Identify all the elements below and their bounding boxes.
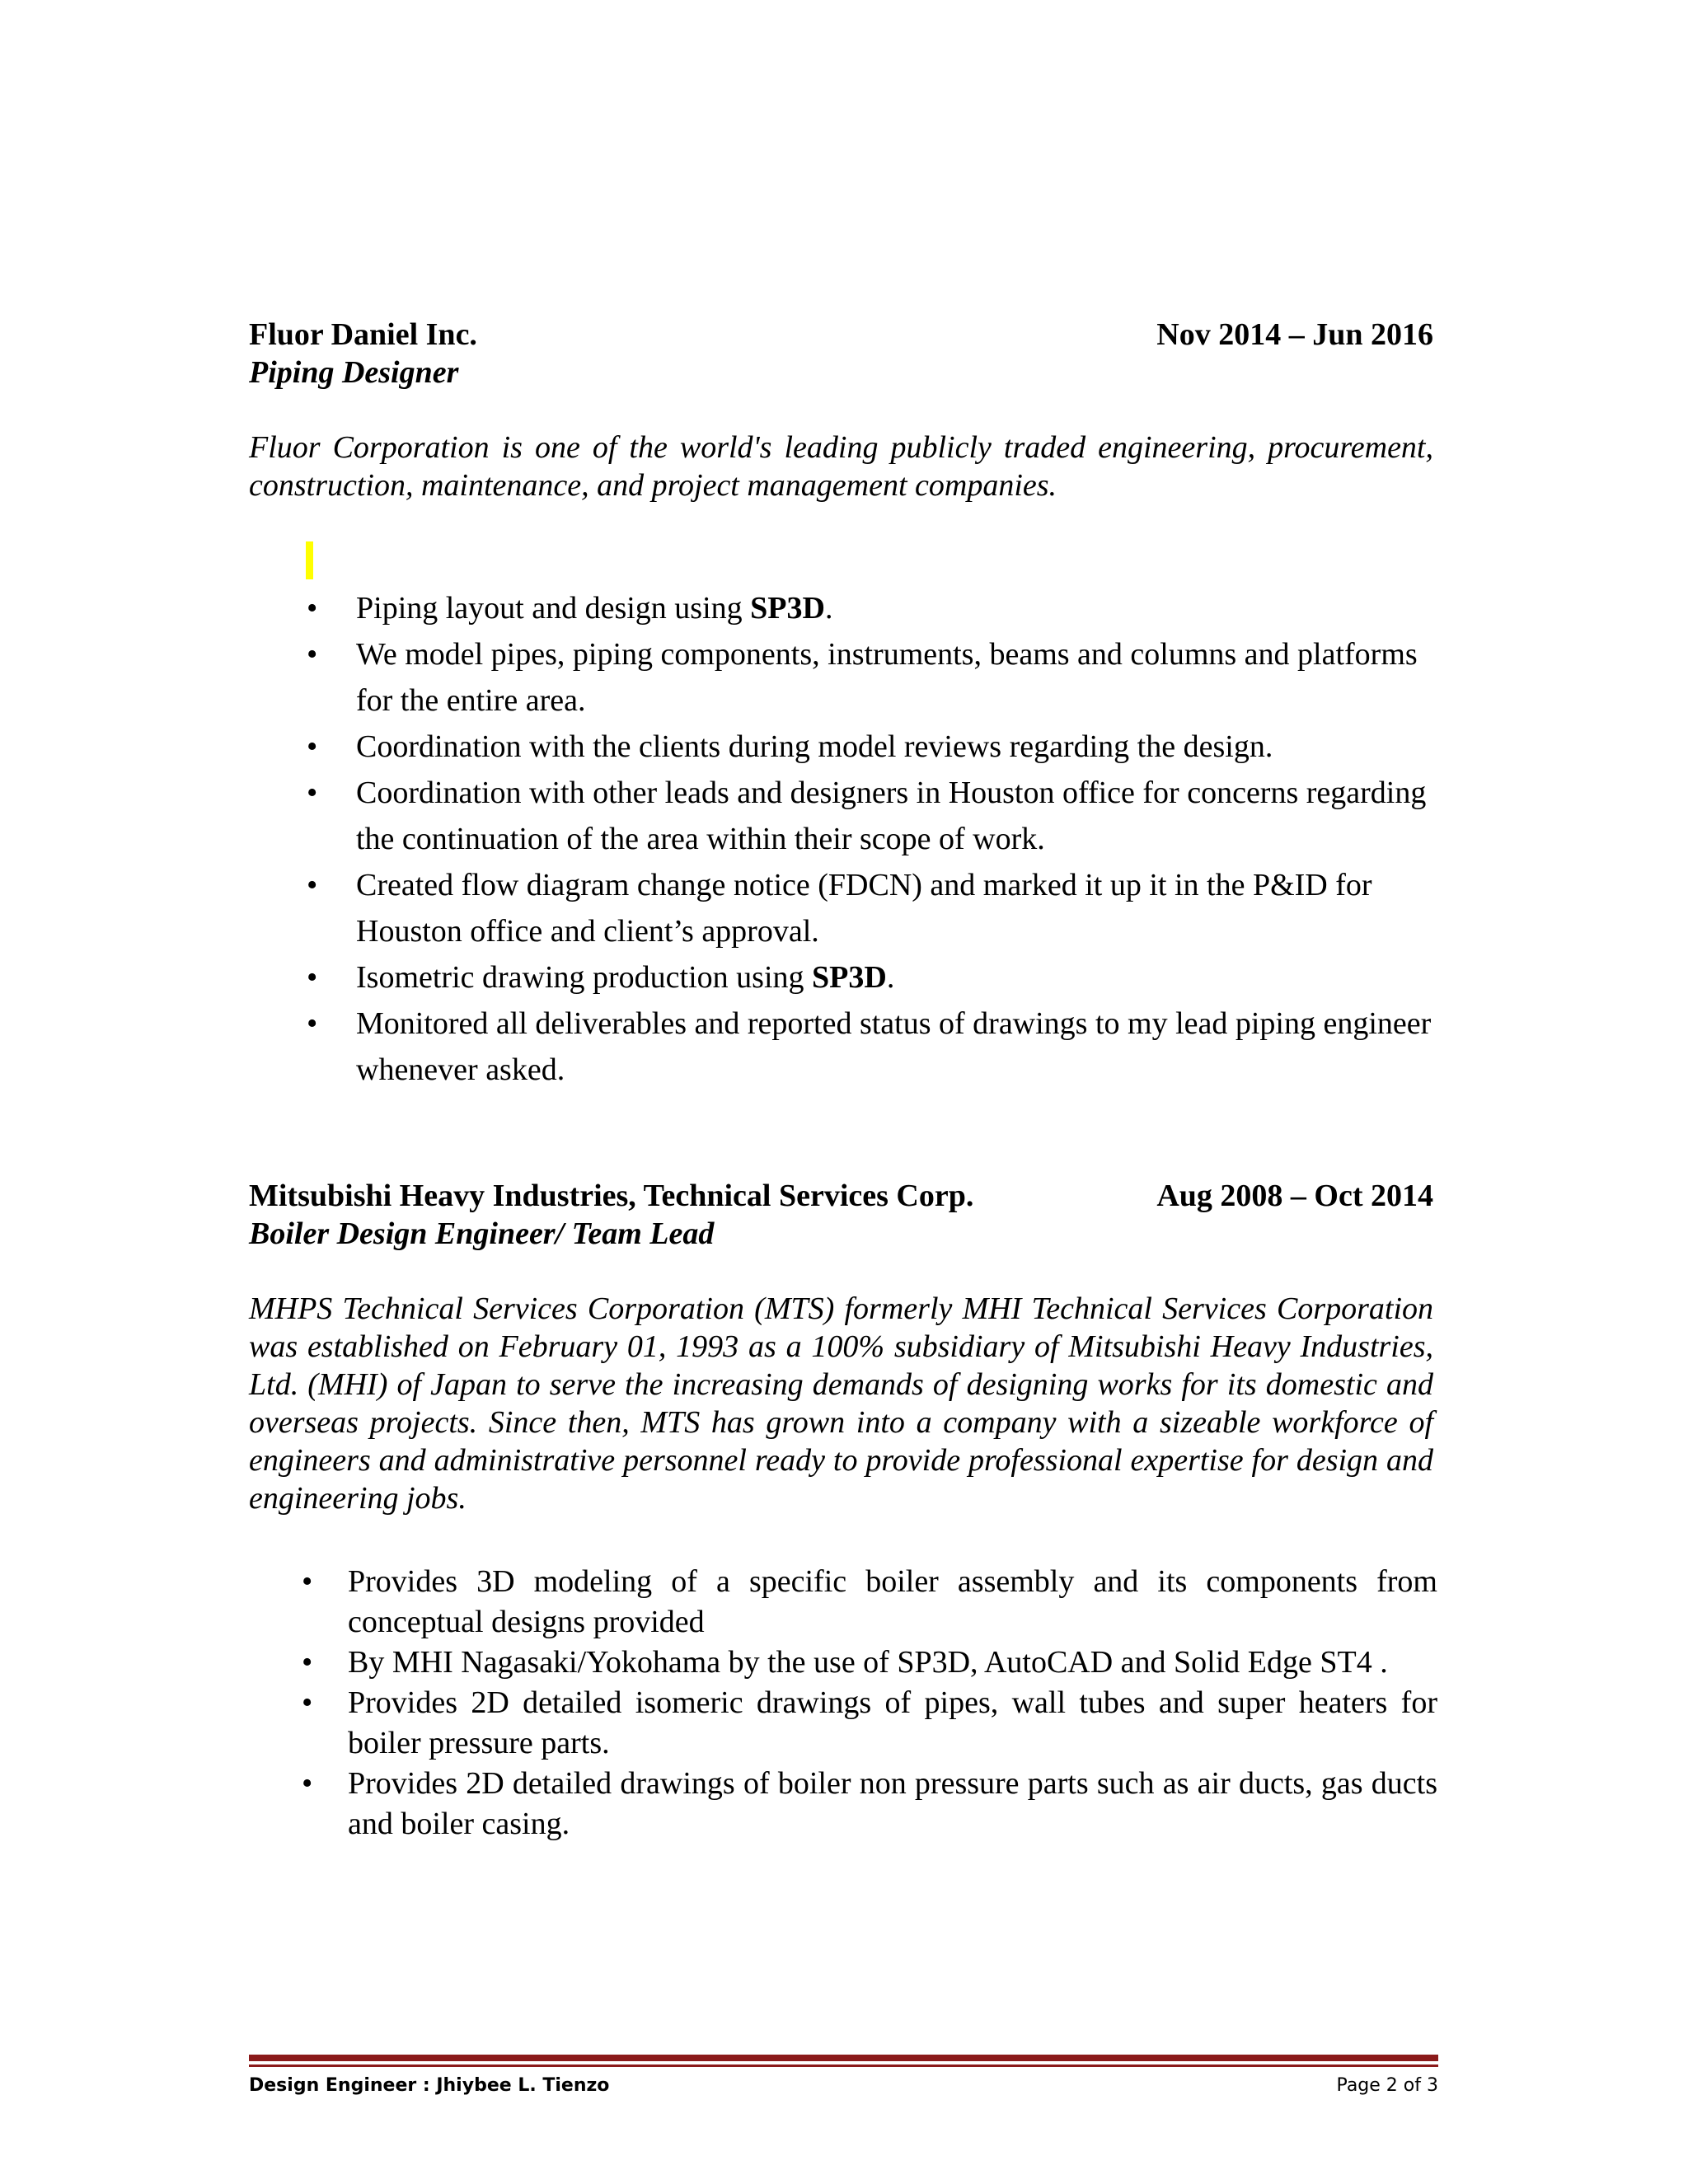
list-item (307, 1001, 1461, 1093)
company-description: MHPS Technical Services Corporation (MTS) formerly MHI Technical Services Corporation was established on February 01, 1993 as a 100% subsidiary of Mitsubishi Heavy Industries, Ltd. (MHI) of Japan to serve the increasing demands of designing works for its domestic and overseas projects. Since then, MTS has grown into a company with a sizeable workforce of engineers and administrative personnel ready to provide professional expertise for design and engineering jobs. (249, 1291, 1433, 1516)
bullet-text: We model pipes, piping components, instruments, beams and columns and platforms for the entire area. (356, 637, 1418, 718)
bullet-text: Provides 2D detailed isomeric drawings of pipes, wall tubes and super heaters for boiler pressure parts. (348, 1685, 1437, 1760)
bullet-text: Monitored all deliverables and reported status of drawings to my lead piping engineer whenever asked. (356, 1006, 1432, 1087)
list-item (302, 1643, 1437, 1683)
bullet-icon: • (307, 960, 318, 995)
company-name: Mitsubishi Heavy Industries, Technical Services Corp. (249, 1179, 974, 1213)
job-row (249, 1177, 1433, 1215)
bullet-icon: • (307, 729, 318, 764)
bullet-text: Provides 3D modeling of a specific boiler assembly and its components from conceptual designs provided (348, 1564, 1437, 1639)
bullet-icon: • (307, 591, 318, 626)
bullet-icon: • (302, 1685, 313, 1720)
footer-rule-thick (249, 2055, 1438, 2061)
job-row (249, 316, 1433, 354)
bullet-text: Coordination with other leads and designers in Houston office for concerns regarding the continuation of the area within their scope of work. (356, 776, 1427, 856)
list-item (307, 770, 1461, 862)
list-item (302, 1764, 1437, 1844)
bullet-icon: • (307, 1006, 318, 1041)
duties-list (302, 1562, 1437, 1844)
job-header-fluor (249, 316, 1433, 391)
list-item (302, 1683, 1437, 1764)
bullet-text: Provides 2D detailed drawings of boiler non pressure parts such as air ducts, gas ducts and boiler casing. (348, 1766, 1437, 1841)
bullet-text: Isometric drawing production using (356, 960, 813, 995)
list-item (307, 585, 1461, 631)
bullet-text-end: . (824, 591, 833, 626)
bullet-text: Piping layout and design using (356, 591, 751, 626)
job-header-mitsubishi (249, 1177, 1433, 1253)
bullet-icon: • (307, 868, 318, 902)
bullet-text-end: . (886, 960, 895, 995)
footer-author: Design Engineer : Jhiybee L. Tienzo (249, 2075, 610, 2096)
bullet-icon: • (307, 637, 318, 672)
company-description: Fluor Corporation is one of the world's leading publicly traded engineering, procurement, construction, maintenance, and project management companies. (249, 430, 1433, 503)
bullet-bold: SP3D (750, 591, 825, 626)
list-item (307, 862, 1461, 954)
employment-dates: Aug 2008 – Oct 2014 (1156, 1179, 1433, 1213)
company-name: Fluor Daniel Inc. (249, 317, 477, 352)
highlight-mark (306, 541, 313, 579)
list-item (302, 1562, 1437, 1643)
bullet-text: Coordination with the clients during model reviews regarding the design. (356, 729, 1273, 764)
bullet-text: Created flow diagram change notice (FDCN) and marked it up it in the P&ID for Houston office and client’s approval. (356, 868, 1372, 949)
job-title: Piping Designer (249, 355, 459, 390)
bullet-text: By MHI Nagasaki/Yokohama by the use of SP3D, AutoCAD and Solid Edge ST4 . (348, 1645, 1388, 1680)
bullet-icon: • (302, 1645, 313, 1680)
list-item (307, 954, 1461, 1001)
page-number: Page 2 of 3 (1336, 2075, 1438, 2096)
list-item (307, 724, 1461, 770)
job-title: Boiler Design Engineer/ Team Lead (249, 1216, 715, 1251)
list-item (307, 631, 1461, 724)
bullet-icon: • (302, 1766, 313, 1801)
employment-dates: Nov 2014 – Jun 2016 (1156, 317, 1433, 352)
duties-list (307, 585, 1461, 1093)
bullet-icon: • (302, 1564, 313, 1599)
bullet-icon: • (307, 776, 318, 810)
footer-rule-thin (249, 2064, 1438, 2067)
bullet-bold: SP3D (812, 960, 887, 995)
